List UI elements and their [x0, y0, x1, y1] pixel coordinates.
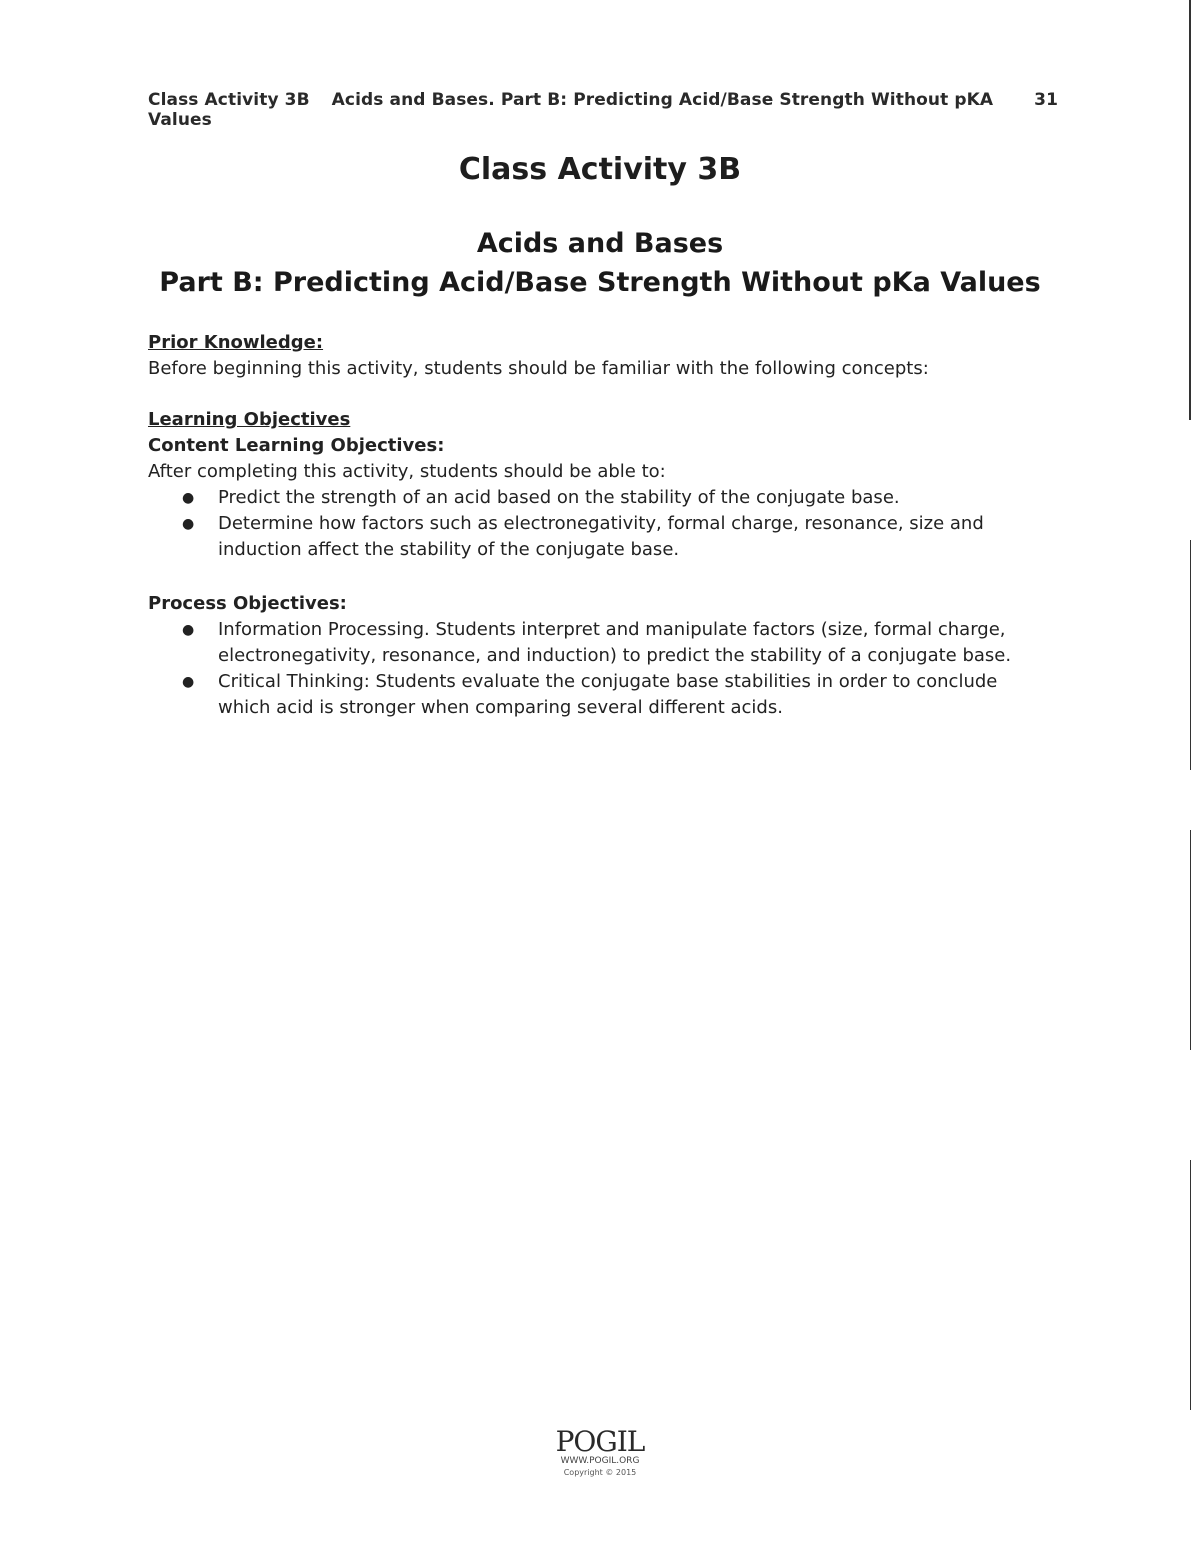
list-item: [182, 617, 1048, 669]
footer-url: WWW.POGIL.ORG: [560, 1456, 640, 1466]
content-objectives-heading: Content Learning Objectives:: [148, 435, 445, 456]
footer-copyright: Copyright © 2015: [563, 1468, 637, 1477]
content-objectives-list: [148, 485, 1048, 563]
process-objectives-section: [148, 591, 1048, 721]
scan-edge-line: [1190, 1160, 1191, 1410]
learning-objectives-heading: Learning Objectives: [148, 409, 351, 430]
page-subtitle-part: Part B: Predicting Acid/Base Strength Without pKa Values: [159, 267, 1041, 298]
list-item-text: Information Processing. Students interpret and manipulate factors (size, formal charge, electronegativity, resonance, and induction) to predict the stability of a conjugate base.: [218, 619, 1012, 666]
scan-edge-line: [1190, 830, 1191, 1050]
scan-edge-line: [1190, 540, 1191, 770]
learning-objectives-section: [148, 407, 1048, 563]
scan-edge-line: [1189, 0, 1191, 420]
page-number: 31: [1034, 90, 1058, 110]
prior-knowledge-heading: Prior Knowledge:: [148, 332, 324, 353]
list-item: [182, 485, 1048, 511]
list-item: [182, 669, 1048, 721]
process-objectives-heading: Process Objectives:: [148, 593, 347, 614]
page-subtitle-topic: Acids and Bases: [476, 228, 724, 259]
header-topic: Acids and Bases. Part B: Predicting Acid/Base Strength Without pKA Values: [148, 90, 994, 130]
bullet-icon: ●: [182, 516, 195, 532]
bullet-icon: ●: [182, 622, 195, 638]
running-header: [148, 90, 1058, 130]
footer: [0, 1425, 1200, 1477]
list-item: [182, 511, 1048, 563]
bullet-icon: ●: [182, 674, 195, 690]
list-item-text: Critical Thinking: Students evaluate the conjugate base stabilities in order to conclude which acid is stronger when comparing several different acids.: [218, 671, 998, 718]
page-title: Class Activity 3B: [458, 152, 742, 187]
list-item-text: Determine how factors such as electronegativity, formal charge, resonance, size and induction affect the stability of the conjugate base.: [218, 513, 984, 560]
prior-knowledge-text: Before beginning this activity, students should be familiar with the following concepts:: [148, 358, 929, 379]
bullet-icon: ●: [182, 490, 195, 506]
content-objectives-intro: After completing this activity, students should be able to:: [148, 461, 666, 482]
pogil-logo: POGIL: [555, 1425, 645, 1458]
process-objectives-list: [148, 617, 1048, 721]
prior-knowledge-section: [148, 330, 1048, 382]
header-activity: Class Activity 3B: [148, 90, 310, 110]
list-item-text: Predict the strength of an acid based on the stability of the conjugate base.: [218, 487, 900, 508]
